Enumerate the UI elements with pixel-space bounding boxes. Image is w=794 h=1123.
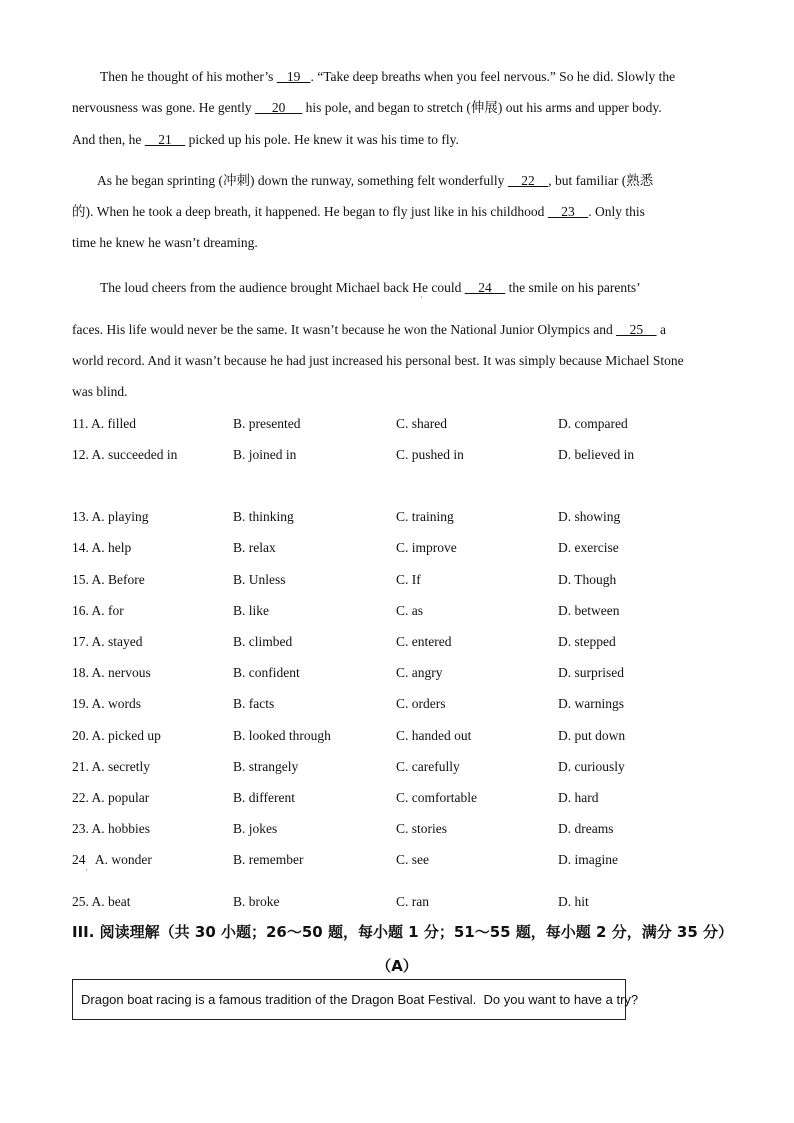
option-b: B. like <box>233 603 269 618</box>
option-d: D. showing <box>558 509 621 524</box>
option-row <box>72 790 722 806</box>
option-d: D. curiously <box>558 759 625 774</box>
option-b: B. looked through <box>233 728 331 743</box>
option-row <box>72 759 722 775</box>
passage-line <box>72 204 722 220</box>
option-b: B. confident <box>233 665 300 680</box>
option-row <box>72 665 722 681</box>
intro-text: Dragon boat racing is a famous tradition of the Dragon Boat Festival. Do you want to have a try? <box>81 992 639 1007</box>
option-a: 19. A. words <box>72 696 142 711</box>
option-b: B. thinking <box>233 509 294 524</box>
text: faces. His life would never be the same. It wasn’t because he won the National Junior Olympics and <box>72 322 617 337</box>
passage-line <box>100 280 750 296</box>
passage-line: time he knew he wasn’t dreaming. <box>72 235 258 250</box>
option-d: D. exercise <box>558 540 619 555</box>
option-c: C. training <box>396 509 454 524</box>
text: As he began sprinting (冲刺) down the runway, something felt wonderfully <box>97 173 508 188</box>
option-c: C. handed out <box>396 728 472 743</box>
option-row <box>72 447 722 463</box>
option-c: C. as <box>396 603 423 618</box>
option-a: 23. A. hobbies <box>72 821 151 836</box>
option-d: D. compared <box>558 416 628 431</box>
option-d: D. warnings <box>558 696 624 711</box>
option-a: 22. A. popular <box>72 790 150 805</box>
part-label: （A） <box>376 957 418 975</box>
text: a <box>656 322 666 337</box>
text: 的). When he took a deep breath, it happened. He began to fly just like in his childhood <box>72 204 548 219</box>
option-c: C. orders <box>396 696 446 711</box>
option-b: B. Unless <box>233 572 286 587</box>
option-b: B. jokes <box>233 821 278 836</box>
option-row <box>72 572 722 588</box>
intro-box <box>72 979 639 1020</box>
option-d: D. put down <box>558 728 626 743</box>
option-a: 17. A. stayed <box>72 634 143 649</box>
option-a: 16. A. for <box>72 603 124 618</box>
section-title: III. 阅读理解（共 30 小题；26～50 题，每小题 1 分；51～55 题，每小题 2 分，满分 35 分） <box>72 923 734 941</box>
option-a: 20. A. picked up <box>72 728 161 743</box>
option-b: B. remember <box>233 852 304 867</box>
option-d: D. hit <box>558 894 589 909</box>
blank-20: 20 <box>254 100 303 115</box>
option-d: D. hard <box>558 790 599 805</box>
option-a: 15. A. Before <box>72 572 145 587</box>
option-a: 24 A. wonder <box>72 852 152 867</box>
option-b: B. facts <box>233 696 275 711</box>
passage-line <box>72 132 722 148</box>
option-a: 12. A. succeeded in <box>72 447 178 462</box>
text: Then he thought of his mother’s <box>100 69 277 84</box>
option-a: 21. A. secretly <box>72 759 150 774</box>
passage-line <box>72 100 722 116</box>
text: his pole, and began to stretch (伸展) out his arms and upper body. <box>302 100 662 115</box>
option-row <box>72 728 722 744</box>
option-row <box>72 634 722 650</box>
option-c: C. entered <box>396 634 452 649</box>
passage-line <box>72 322 722 338</box>
option-a: 13. A. playing <box>72 509 149 524</box>
option-row <box>72 821 722 837</box>
option-b: B. presented <box>233 416 301 431</box>
option-b: B. climbed <box>233 634 293 649</box>
text: picked up his pole. He knew it was his time to fly. <box>185 132 459 147</box>
option-a: 14. A. help <box>72 540 132 555</box>
text: . Only this <box>588 204 645 219</box>
option-c: C. ran <box>396 894 429 909</box>
stray-dot: · <box>85 866 88 875</box>
option-row <box>72 509 722 525</box>
option-c: C. If <box>396 572 421 587</box>
blank-19: 19 <box>276 69 311 84</box>
blank-25: 25 <box>616 322 657 337</box>
option-d: D. Though <box>558 572 617 587</box>
text: nervousness was gone. He gently <box>72 100 255 115</box>
option-row <box>72 416 722 432</box>
option-d: D. believed in <box>558 447 635 462</box>
text: . “Take deep breaths when you feel nervous.” So he did. Slowly the <box>310 69 676 84</box>
option-d: D. dreams <box>558 821 614 836</box>
option-row <box>72 540 722 556</box>
option-d: D. surprised <box>558 665 624 680</box>
option-c: C. angry <box>396 665 443 680</box>
text: And then, he <box>72 132 145 147</box>
option-c: C. comfortable <box>396 790 477 805</box>
option-b: B. relax <box>233 540 276 555</box>
option-b: B. broke <box>233 894 280 909</box>
option-d: D. between <box>558 603 620 618</box>
option-row <box>72 696 722 712</box>
option-c: C. shared <box>396 416 447 431</box>
option-row <box>72 852 722 868</box>
passage-line <box>97 173 747 189</box>
blank-21: 21 <box>144 132 186 147</box>
stray-dot: · <box>420 293 423 302</box>
passage-line <box>100 69 750 85</box>
option-row <box>72 603 722 619</box>
option-row <box>72 894 722 910</box>
option-b: B. different <box>233 790 295 805</box>
option-d: D. stepped <box>558 634 616 649</box>
option-a: 18. A. nervous <box>72 665 151 680</box>
option-a: 11. A. filled <box>72 416 136 431</box>
blank-24: 24 <box>464 280 506 295</box>
option-c: C. improve <box>396 540 457 555</box>
blank-22: 22 <box>507 173 549 188</box>
passage-line: world record. And it wasn’t because he had just increased his personal best. It was simply because Michael Stone <box>72 353 684 368</box>
text: , but familiar (熟悉 <box>548 173 654 188</box>
option-c: C. pushed in <box>396 447 464 462</box>
option-c: C. carefully <box>396 759 460 774</box>
text: The loud cheers from the audience brought Michael back He could <box>100 280 465 295</box>
option-b: B. joined in <box>233 447 297 462</box>
option-b: B. strangely <box>233 759 299 774</box>
option-d: D. imagine <box>558 852 618 867</box>
blank-23: 23 <box>547 204 589 219</box>
passage-line: was blind. <box>72 384 128 399</box>
text: the smile on his parents’ <box>505 280 641 295</box>
option-c: C. stories <box>396 821 448 836</box>
option-c: C. see <box>396 852 429 867</box>
option-a: 25. A. beat <box>72 894 131 909</box>
